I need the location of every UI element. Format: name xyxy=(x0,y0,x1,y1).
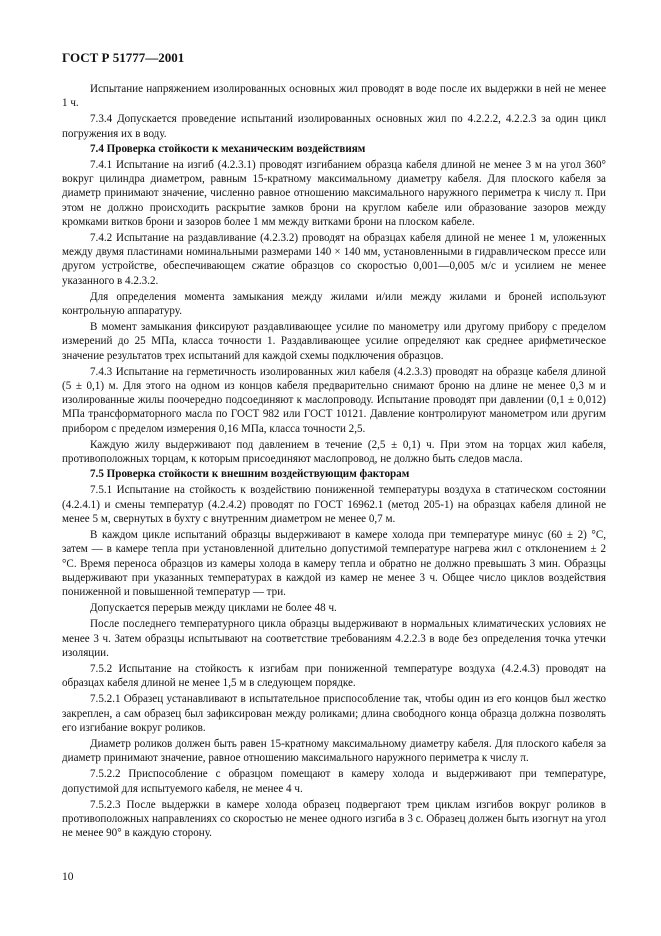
page-header: ГОСТ Р 51777—2001 xyxy=(62,50,185,65)
paragraph: 7.5.2.1 Образец устанавливают в испытательное приспособление так, чтобы один из его концов был жестко закреплен, а сам образец был зафиксирован между роликами; длина свободного конца образца должна позволять его изгибание вокруг роликов. xyxy=(62,693,606,734)
paragraph: 7.5.2.3 После выдержки в камере холода образец подвергают трем циклам изгибов вокруг роликов в противоположных направлениях со скоростью не менее одного изгиба в 3 с. Образец должен быть изогнут на угол не менее 90° в каждую сторону. xyxy=(62,798,606,840)
paragraph: 7.5.2.2 Приспособление с образцом помещают в камеру холода и выдерживают при температуре, допустимой для испытуемого кабеля, не менее 4 ч. xyxy=(62,768,606,795)
paragraph: 7.5.1 Испытание на стойкость к воздействию пониженной температуры воздуха в статическом состоянии (4.2.4.1) и смены температур (4.2.4.2) проводят по ГОСТ 16962.1 (метод 205-1) на образцах кабеля длиной не менее 5 м, свернутых в бухту с внутренним диаметром не менее 0,7 м. xyxy=(62,484,606,525)
paragraph: В каждом цикле испытаний образцы выдерживают в камере холода при температуре минус (60 ± 2) °С, затем — в камере тепла при установленной длительно допустимой температуре нагрева жил с отклонением ± 2 °С. Время переноса образцов из камеры холода в камеру тепла и обратно не должно превышать 3 мин. Образцы выдерживают при указанных температурах в каждой из камер не менее 3 ч. Общее число циклов воздействия пониженной и повышенной температур — три. xyxy=(62,529,606,598)
paragraph: Испытание напряжением изолированных основных жил проводят в воде после их выдержки в ней не менее 1 ч. xyxy=(62,83,606,110)
paragraph: 7.3.4 Допускается проведение испытаний изолированных основных жил по 4.2.2.2, 4.2.2.3 за один цикл погружения их в воду. xyxy=(62,113,606,140)
paragraph: Допускается перерыв между циклами не более 48 ч. xyxy=(90,602,337,615)
document-body xyxy=(62,82,606,840)
paragraph: После последнего температурного цикла образцы выдерживают в нормальных климатических условиях не менее 3 ч. Затем образцы испытывают на соответствие требованиям 4.2.2.3 в воде без определения точка утечки изоляции. xyxy=(62,618,606,659)
paragraph: Каждую жилу выдерживают под давлением в течение (2,5 ± 0,1) ч. При этом на торцах жил кабеля, противоположных торцам, к которым присоединяют маслопровод, не должно быть следов масла. xyxy=(62,438,606,466)
section-heading: 7.5 Проверка стойкости к внешним воздействующим факторам xyxy=(90,468,410,481)
paragraph: В момент замыкания фиксируют раздавливающее усилие по манометру или другому прибору с пределом измерений до 25 МПа, класса точности 1. Раздавливающее усилие определяют как среднее арифметическое значение результатов трех испытаний для каждой схемы подключения образцов. xyxy=(62,321,606,362)
paragraph: 7.5.2 Испытание на стойкость к изгибам при пониженной температуре воздуха (4.2.4.3) проводят на образцах кабеля длиной не менее 1,5 м в следующем порядке. xyxy=(62,662,606,690)
paragraph: 7.4.1 Испытание на изгиб (4.2.3.1) проводят изгибанием образца кабеля длиной не менее 3 м на угол 360° вокруг цилиндра диаметром, равным 15-кратному максимальному диаметру кабеля. Для плоского кабеля за диаметр принимают значение, численно равное отношению максимального наружного периметра к числу π. При этом не должно происходить раскрытие замков брони на круглом кабеле или образование зазоров между кромками витков брони и зазоров более 1 мм между витками брони на плоском кабеле. xyxy=(62,159,606,228)
paragraph: Для определения момента замыкания между жилами и/или между жилами и броней используют контрольную аппаратуру. xyxy=(62,290,606,318)
paragraph: 7.4.3 Испытание на герметичность изолированных жил кабеля (4.2.3.3) проводят на образце кабеля длиной (5 ± 0,1) м. Для этого на одном из концов кабеля предварительно снимают броню на длине не менее 0,3 м и изолированные жилы поочередно подсоединяют к маслопроводу. Испытание проводят при давлении (0,1 ± 0,012) МПа трансформаторного масла по ГОСТ 982 или ГОСТ 10121. Давление контролируют манометром или другим прибором с пределом измерения 0,16 МПа, класса точности 2,5. xyxy=(62,365,606,435)
section-heading: 7.4 Проверка стойкости к механическим воздействиям xyxy=(90,142,366,155)
paragraph: Диаметр роликов должен быть равен 15-кратному максимальному диаметру кабеля. Для плоского кабеля за диаметр принимают значение, равное отношению максимального наружного периметра к числу π. xyxy=(62,737,606,765)
paragraph: 7.4.2 Испытание на раздавливание (4.2.3.2) проводят на образцах кабеля длиной не менее 1 м, уложенных между двумя пластинами номинальными размерами 140 × 140 мм, установленными в гидравлическом прессе или другом устройстве, обеспечивающем сжатие образцов со скоростью 0,001—0,005 м/с и усилием не менее указанного в 4.2.3.2. xyxy=(62,232,606,287)
page-number: 10 xyxy=(62,871,74,883)
